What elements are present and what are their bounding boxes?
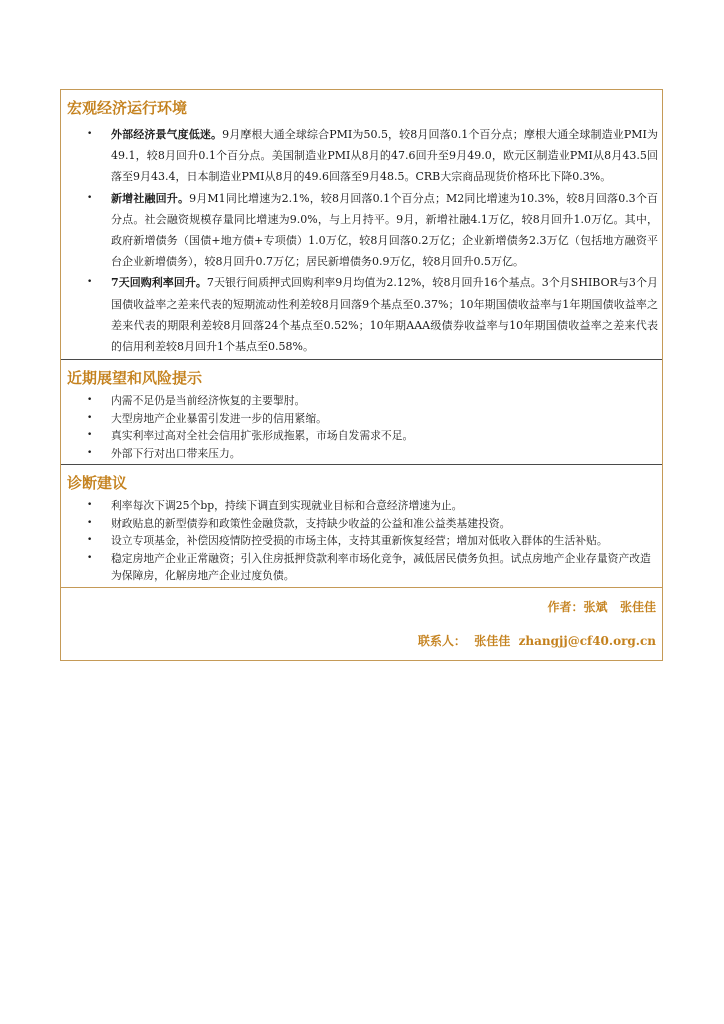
- list-item: [83, 532, 658, 550]
- bullet-icon: •: [87, 500, 93, 511]
- contact-label: 联系人： 张佳佳: [417, 633, 519, 648]
- bullet-icon: •: [87, 395, 93, 406]
- bullet-icon: •: [87, 430, 93, 441]
- bullet-icon: •: [87, 129, 93, 139]
- item-text: 大型房地产企业暴雷引发进一步的信用紧缩。: [111, 411, 327, 425]
- report-frame: [60, 89, 663, 661]
- list-item: [83, 272, 658, 357]
- bullet-icon: •: [87, 412, 93, 423]
- contact-email[interactable]: zhangjj@cf40.org.cn: [518, 633, 656, 648]
- list-item: [83, 497, 658, 515]
- section-title: 宏观经济运行环境: [67, 99, 188, 117]
- section-title: 诊断建议: [67, 474, 128, 493]
- bullet-icon: •: [87, 447, 93, 458]
- section-recommendations: [61, 465, 662, 588]
- contact-line: [418, 632, 656, 649]
- author-line: 作者：张斌 张佳佳: [547, 599, 656, 614]
- list-item: [83, 124, 658, 188]
- item-text: 9月M1同比增速为2.1%，较8月回落0.1个百分点；M2同比增速为10.3%，较8月回落0.3个百分点。社会融资规模存量同比增速为9.0%，与上月持平。9月，新增社融4.1万亿，较8月回升1.0万亿。其中，政府新增债务（国债+地方债+专项债）1.0万亿，较8月回落0.2万亿；企业新增债务2.3万亿（包括地方融资平台企业新增债务），较8月回升0.7万亿；居民新增债务0.9万亿，较8月回升0.5万亿。: [111, 191, 658, 269]
- item-text: 设立专项基金，补偿因疫情防控受损的市场主体，支持其重新恢复经营；增加对低收入群体的生活补贴。: [111, 534, 608, 548]
- bullet-icon: •: [87, 277, 93, 288]
- list-item: [83, 392, 658, 410]
- list-item: [83, 515, 658, 533]
- item-text: 7天银行间质押式回购利率9月均值为2.12%，较8月回升16个基点。3个月SHIBOR与3个月国债收益率之差来代表的短期流动性利差较8月回落9个基点至0.37%；10年期国债收益率与1年期国债收益率之差来代表的期限利差较8月回落24个基点至0.52%；10年期AAA级债券收益率与10年期国债收益率之差来代表的信用利差较8月回升1个基点至0.58%。: [111, 276, 658, 354]
- list-item: [83, 410, 658, 428]
- bullet-list: [61, 118, 662, 359]
- item-lead: 外部经济景气度低迷。: [111, 128, 223, 141]
- section-macro-environment: [61, 90, 662, 360]
- list-item: [83, 445, 658, 463]
- list-item: [83, 427, 658, 445]
- bullet-icon: •: [87, 552, 93, 563]
- item-text: 真实利率过高对全社会信用扩张形成拖累，市场自发需求不足。: [111, 429, 414, 443]
- list-item: [83, 188, 658, 273]
- report-footer: [61, 588, 662, 660]
- item-text: 稳定房地产企业正常融资；引入住房抵押贷款利率市场化竞争，减低居民债务负担。试点房地产企业存量资产改造为保障房，化解房地产企业过度负债。: [111, 551, 651, 583]
- bullet-list: [61, 388, 662, 464]
- bullet-icon: •: [87, 192, 93, 203]
- list-item: [83, 550, 658, 585]
- item-lead: 7天回购利率回升。: [111, 276, 207, 290]
- section-title: 近期展望和风险提示: [67, 369, 203, 388]
- item-text: 内需不足仍是当前经济恢复的主要掣肘。: [111, 394, 306, 408]
- bullet-icon: •: [87, 517, 93, 528]
- bullet-list: [61, 493, 662, 587]
- section-outlook-risks: [61, 360, 662, 465]
- item-text: 9月摩根大通全球综合PMI为50.5，较8月回落0.1个百分点；摩根大通全球制造业PMI为49.1，较8月回升0.1个百分点。美国制造业PMI从8月的47.6回升至9月49.0，欧元区制造业PMI从8月43.5回落至9月43.4，日本制造业PMI从8月的49.6回落至9月48.5。CRB大宗商品现货价格环比下降0.3%。: [111, 128, 658, 184]
- bullet-icon: •: [87, 535, 93, 546]
- item-text: 利率每次下调25个bp，持续下调直到实现就业目标和合意经济增速为止。: [111, 499, 463, 513]
- item-lead: 新增社融回升。: [111, 191, 190, 205]
- item-text: 外部下行对出口带来压力。: [111, 446, 241, 460]
- item-text: 财政贴息的新型债券和政策性金融贷款，支持缺少收益的公益和准公益类基建投资。: [111, 516, 511, 530]
